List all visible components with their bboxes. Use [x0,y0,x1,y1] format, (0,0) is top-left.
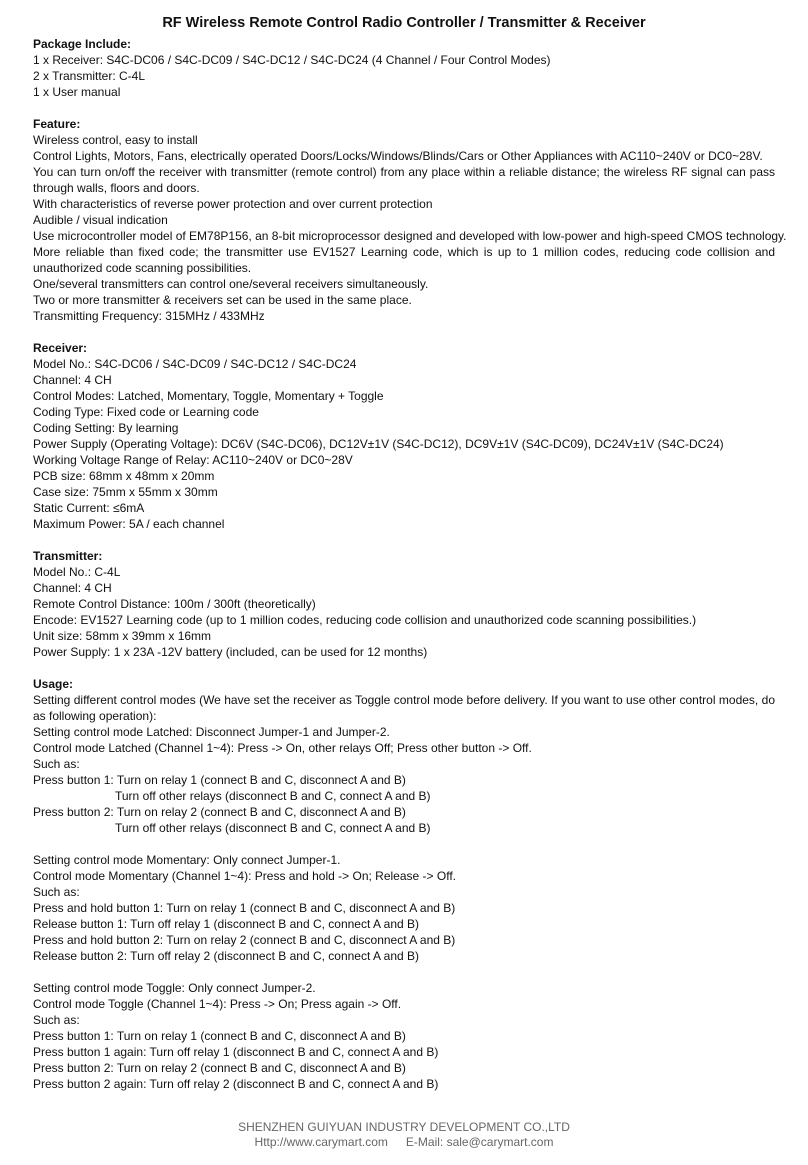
receiver-heading: Receiver: [33,341,88,355]
toggle-mode-block [33,980,775,1092]
receiver-spec: Channel: 4 CH [33,373,112,387]
transmitter-spec: Remote Control Distance: 100m / 300ft (theoretically) [33,597,316,611]
transmitter-section [33,548,775,660]
transmitter-spec: Model No.: C-4L [33,565,121,579]
package-section [33,36,775,100]
toggle-mode-line: Press button 2: Turn on relay 2 (connect B and C, disconnect A and B) [33,1061,406,1075]
contact-line [0,1135,808,1150]
momentary-mode-line: Release button 1: Turn off relay 1 (disconnect B and C, connect A and B) [33,917,420,931]
toggle-mode-line: Press button 1 again: Turn off relay 1 (disconnect B and C, connect A and B) [33,1045,439,1059]
document-title: RF Wireless Remote Control Radio Controller / Transmitter & Receiver [162,15,646,31]
feature-item: Two or more transmitter & receivers set can be used in the same place. [33,293,412,307]
latched-mode-line: Press button 1: Turn on relay 1 (connect B and C, disconnect A and B) [33,773,406,787]
package-item: 2 x Transmitter: C-4L [33,69,146,83]
momentary-mode-line: Press and hold button 1: Turn on relay 1 (connect B and C, disconnect A and B) [33,901,456,915]
latched-mode-line: Setting control mode Latched: Disconnect Jumper-1 and Jumper-2. [33,725,390,739]
toggle-mode-line: Control mode Toggle (Channel 1~4): Press -> On; Press again -> Off. [33,997,402,1011]
momentary-mode-line: Release button 2: Turn off relay 2 (disconnect B and C, connect A and B) [33,949,420,963]
receiver-spec: PCB size: 68mm x 48mm x 20mm [33,469,215,483]
momentary-mode-line: Such as: [33,885,80,899]
toggle-mode-line: Setting control mode Toggle: Only connect Jumper-2. [33,981,316,995]
momentary-mode-line: Control mode Momentary (Channel 1~4): Press and hold -> On; Release -> Off. [33,869,456,883]
transmitter-heading: Transmitter: [33,549,103,563]
feature-item: With characteristics of reverse power protection and over current protection [33,197,433,211]
receiver-spec: Control Modes: Latched, Momentary, Toggle, Momentary + Toggle [33,389,384,403]
package-item: 1 x Receiver: S4C-DC06 / S4C-DC09 / S4C-DC12 / S4C-DC24 (4 Channel / Four Control Modes) [33,53,551,67]
transmitter-spec: Unit size: 58mm x 39mm x 16mm [33,629,212,643]
package-heading: Package Include: [33,37,132,51]
website-link[interactable]: Http://www.carymart.com [254,1135,388,1149]
email-link[interactable]: E-Mail: sale@carymart.com [405,1135,554,1149]
usage-section [33,676,775,1092]
package-item: 1 x User manual [33,85,121,99]
receiver-section [33,340,775,532]
usage-intro: Setting different control modes (We have set the receiver as Toggle control mode before delivery. If you want to use other control modes, do as following operation): [33,693,775,723]
feature-heading: Feature: [33,117,81,131]
latched-mode-line: Press button 2: Turn on relay 2 (connect B and C, disconnect A and B) [33,805,406,819]
toggle-mode-line: Press button 2 again: Turn off relay 2 (disconnect B and C, connect A and B) [33,1077,439,1091]
feature-item: Audible / visual indication [33,213,168,227]
usage-heading: Usage: [33,677,74,691]
feature-item: Wireless control, easy to install [33,133,198,147]
latched-mode-line: Turn off other relays (disconnect B and C, connect A and B) [115,789,431,803]
company-name: SHENZHEN GUIYUAN INDUSTRY DEVELOPMENT CO.,LTD [238,1120,570,1134]
momentary-mode-line: Setting control mode Momentary: Only connect Jumper-1. [33,853,341,867]
receiver-spec: Maximum Power: 5A / each channel [33,517,225,531]
document-footer [0,1120,808,1150]
transmitter-spec: Encode: EV1527 Learning code (up to 1 million codes, reducing code collision and unauthorized code scanning possibilities.) [33,613,697,627]
latched-mode-line: Turn off other relays (disconnect B and C, connect A and B) [115,821,431,835]
feature-item: You can turn on/off the receiver with transmitter (remote control) from any place within a reliable distance; the wireless RF signal can pass through walls, floors and doors. [33,165,775,195]
toggle-mode-line: Press button 1: Turn on relay 1 (connect B and C, disconnect A and B) [33,1029,406,1043]
latched-mode-line: Such as: [33,757,80,771]
latched-mode-line: Control mode Latched (Channel 1~4): Press -> On, other relays Off; Press other button -> Off. [33,741,532,755]
momentary-mode-line: Press and hold button 2: Turn on relay 2 (connect B and C, disconnect A and B) [33,933,456,947]
receiver-spec: Case size: 75mm x 55mm x 30mm [33,485,218,499]
receiver-spec: Coding Type: Fixed code or Learning code [33,405,259,419]
receiver-spec: Model No.: S4C-DC06 / S4C-DC09 / S4C-DC12 / S4C-DC24 [33,357,357,371]
feature-item: Control Lights, Motors, Fans, electrically operated Doors/Locks/Windows/Blinds/Cars or Other Appliances with AC110~240V or DC0~28V. [33,149,763,163]
latched-mode-block [33,724,775,836]
toggle-mode-line: Such as: [33,1013,80,1027]
feature-section [33,116,787,324]
receiver-spec: Power Supply (Operating Voltage): DC6V (S4C-DC06), DC12V±1V (S4C-DC12), DC9V±1V (S4C-DC09), DC24V±1V (S4C-DC24) [33,437,724,451]
feature-item: More reliable than fixed code; the transmitter use EV1527 Learning code, which is up to 1 million codes, reducing code collision and unauthorized code scanning possibilities. [33,245,775,275]
feature-item: Transmitting Frequency: 315MHz / 433MHz [33,309,265,323]
transmitter-spec: Power Supply: 1 x 23A -12V battery (included, can be used for 12 months) [33,645,428,659]
feature-item: Use microcontroller model of EM78P156, an 8-bit microprocessor designed and developed with low-power and high-speed CMOS technology. [33,229,787,243]
momentary-mode-block [33,852,775,964]
feature-item: One/several transmitters can control one/several receivers simultaneously. [33,277,429,291]
transmitter-spec: Channel: 4 CH [33,581,112,595]
receiver-spec: Static Current: ≤6mA [33,501,145,515]
document-body [33,36,787,1092]
receiver-spec: Coding Setting: By learning [33,421,179,435]
receiver-spec: Working Voltage Range of Relay: AC110~240V or DC0~28V [33,453,353,467]
